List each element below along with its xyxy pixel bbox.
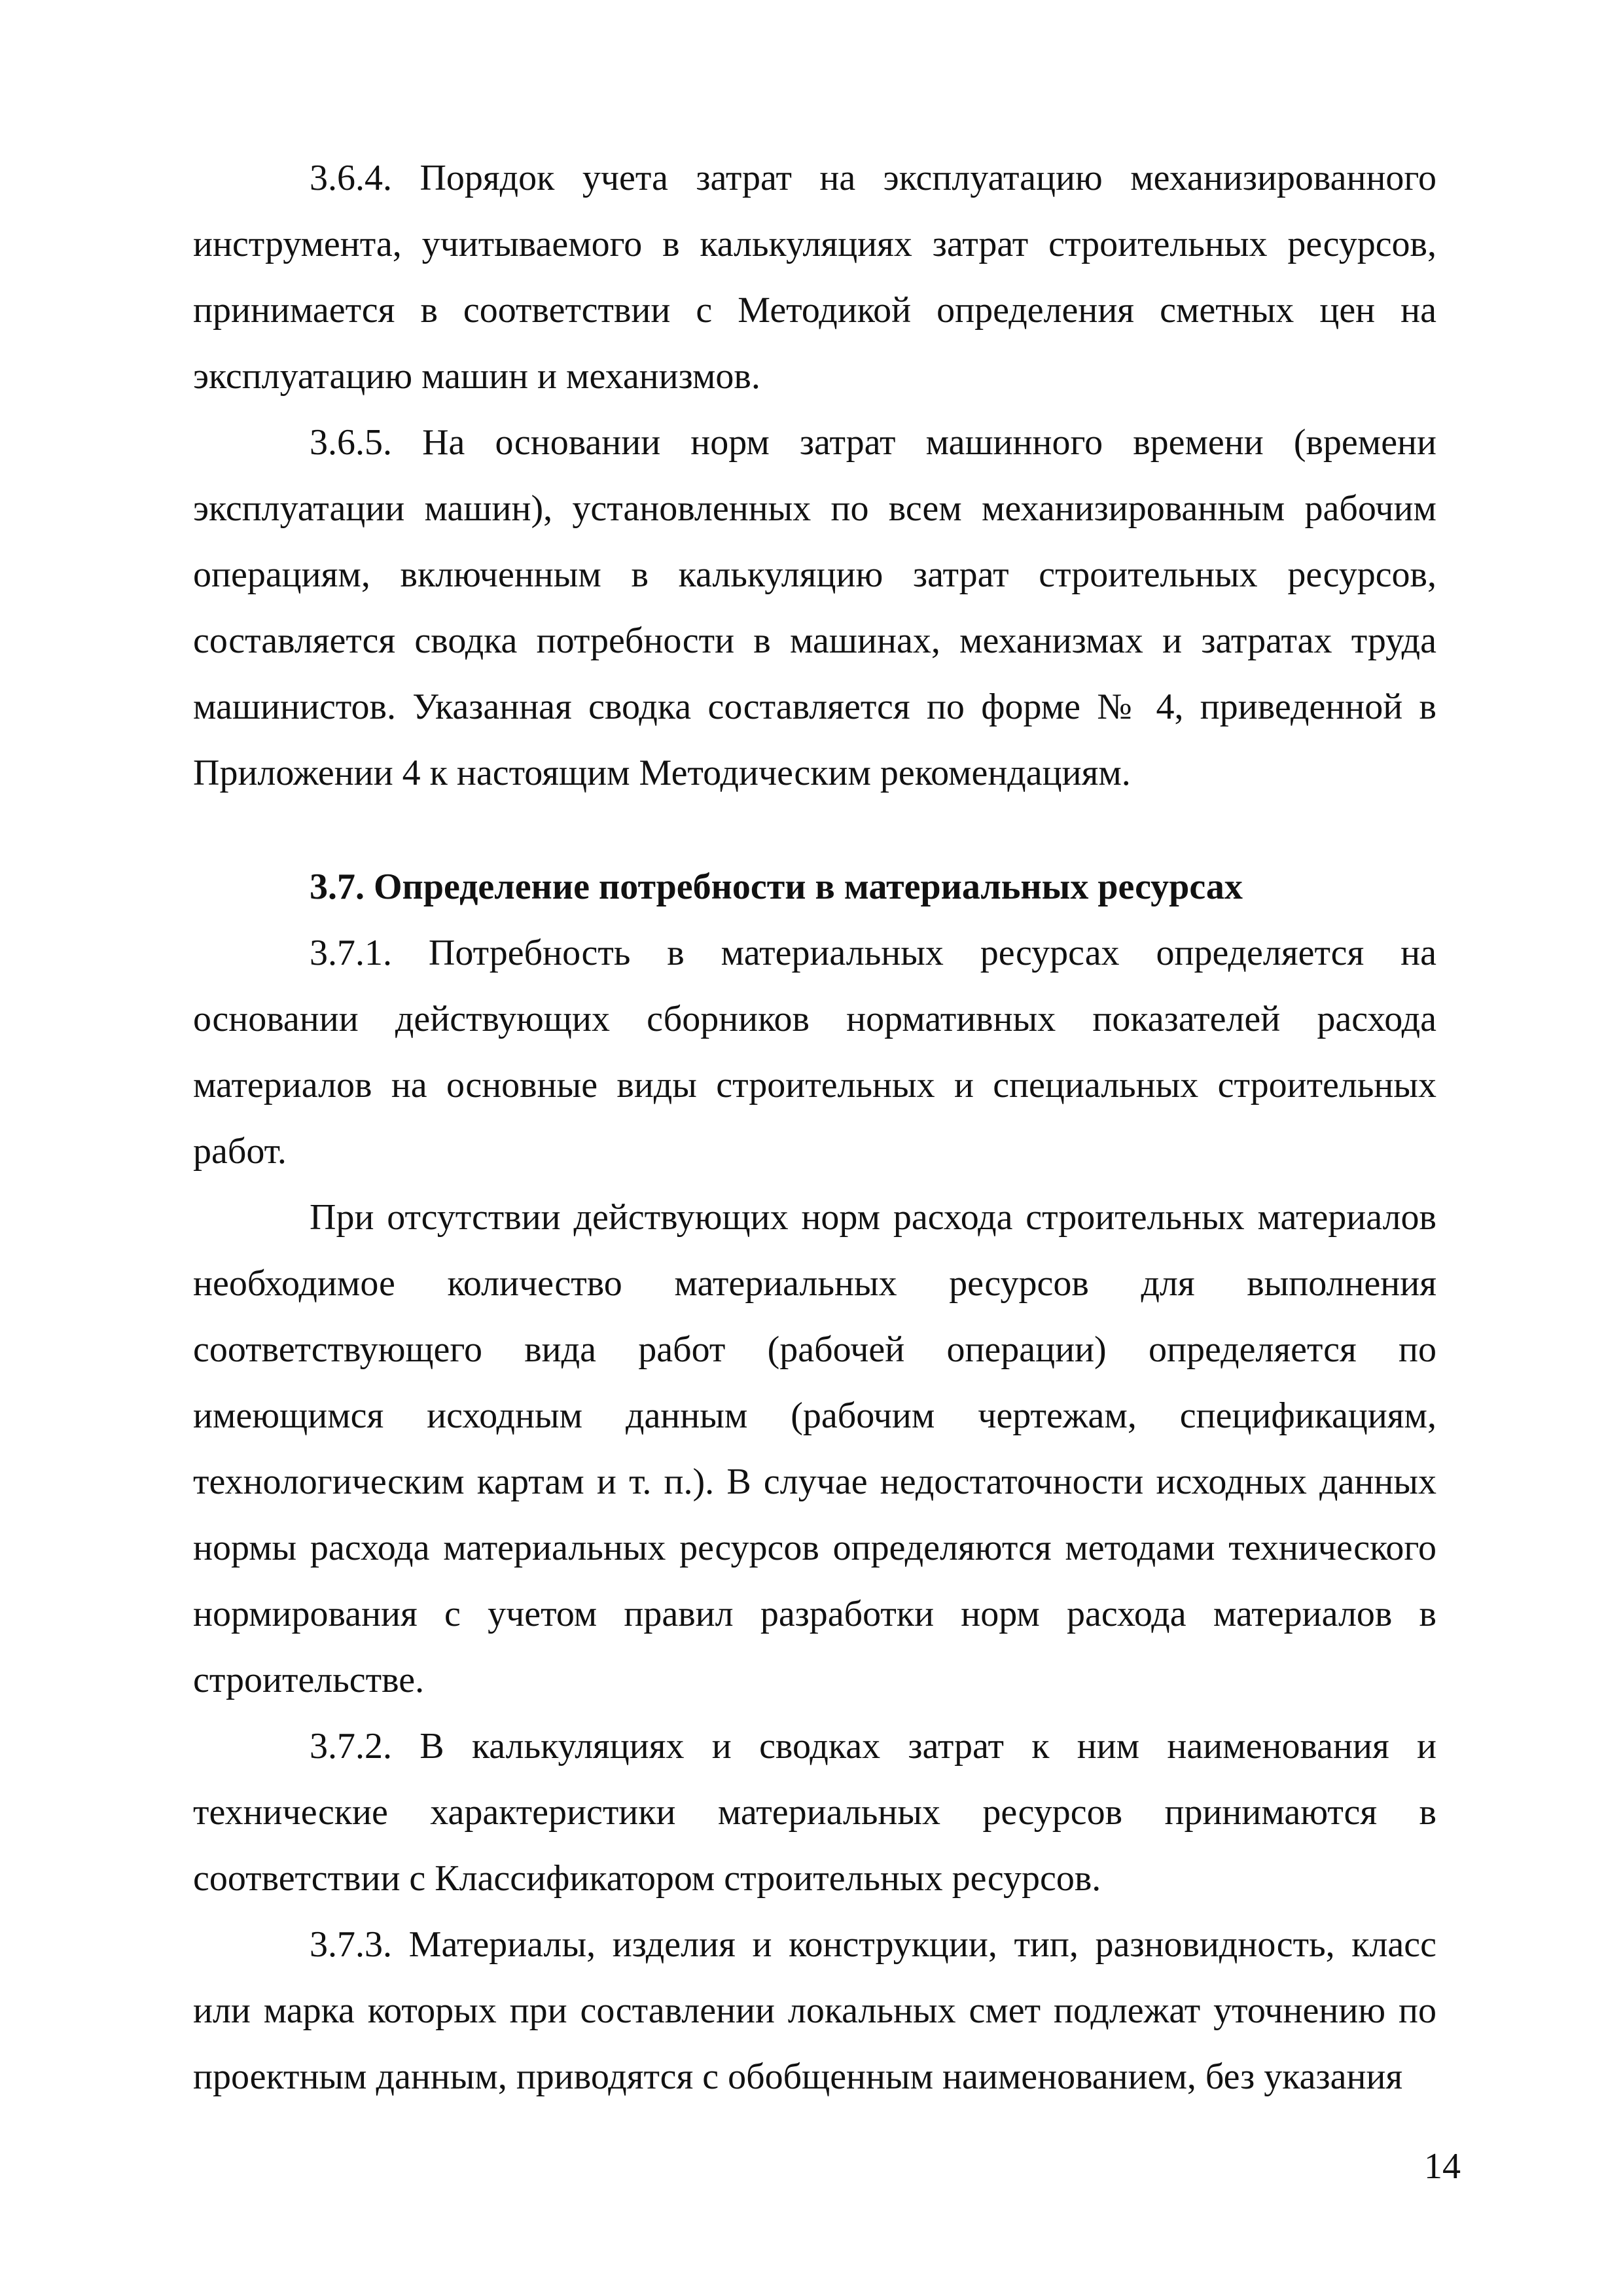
paragraph-3-7-3: 3.7.3. Материалы, изделия и конструкции, тип, разновидность, класс или марка которых при составлении локальных смет подлежат уточнению по проектным данным, приводятся с обобщенным наименованием, без указания	[193, 1924, 1436, 2097]
paragraph-3-7-2: 3.7.2. В калькуляциях и сводках затрат к ним наименования и технические характеристики материальных ресурсов принимаются в соответствии с Классификатором строительных ресурсов.	[193, 1726, 1436, 1899]
paragraph-3-6-4: 3.6.4. Порядок учета затрат на эксплуатацию механизированного инструмента, учитываемого в калькуляциях затрат строительных ресурсов, принимается в соответствии с Методикой определения сметных цен на эксплуатацию машин и механизмов.	[193, 158, 1436, 397]
section-spacer	[193, 806, 1436, 854]
page-number: 14	[1424, 2146, 1461, 2187]
paragraph-3-6-5: 3.6.5. На основании норм затрат машинного времени (времени эксплуатации машин), установленных по всем механизированным рабочим операциям, включенным в калькуляцию затрат строительных ресурсов, составляется сводка потребности в машинах, механизмах и затратах труда машинистов. Указанная сводка составляется по форме № 4, приведенной в Приложении 4 к настоящим Методическим рекомендациям.	[193, 422, 1436, 793]
page-content	[193, 145, 1436, 2110]
paragraph-norms-absence: При отсутствии действующих норм расхода строительных материалов необходимое количество материальных ресурсов для выполнения соответствующего вида работ (рабочей операции) определяется по имеющимся исходным данным (рабочим чертежам, спецификациям, технологическим картам и т. п.). В случае недостаточности исходных данных нормы расхода материальных ресурсов определяются методами технического нормирования с учетом правил разработки норм расхода материалов в строительстве.	[193, 1197, 1436, 1700]
paragraph-3-7-1: 3.7.1. Потребность в материальных ресурсах определяется на основании действующих сборников нормативных показателей расхода материалов на основные виды строительных и специальных строительных работ.	[193, 933, 1436, 1172]
section-heading-3-7: 3.7. Определение потребности в материальных ресурсах	[310, 867, 1243, 907]
